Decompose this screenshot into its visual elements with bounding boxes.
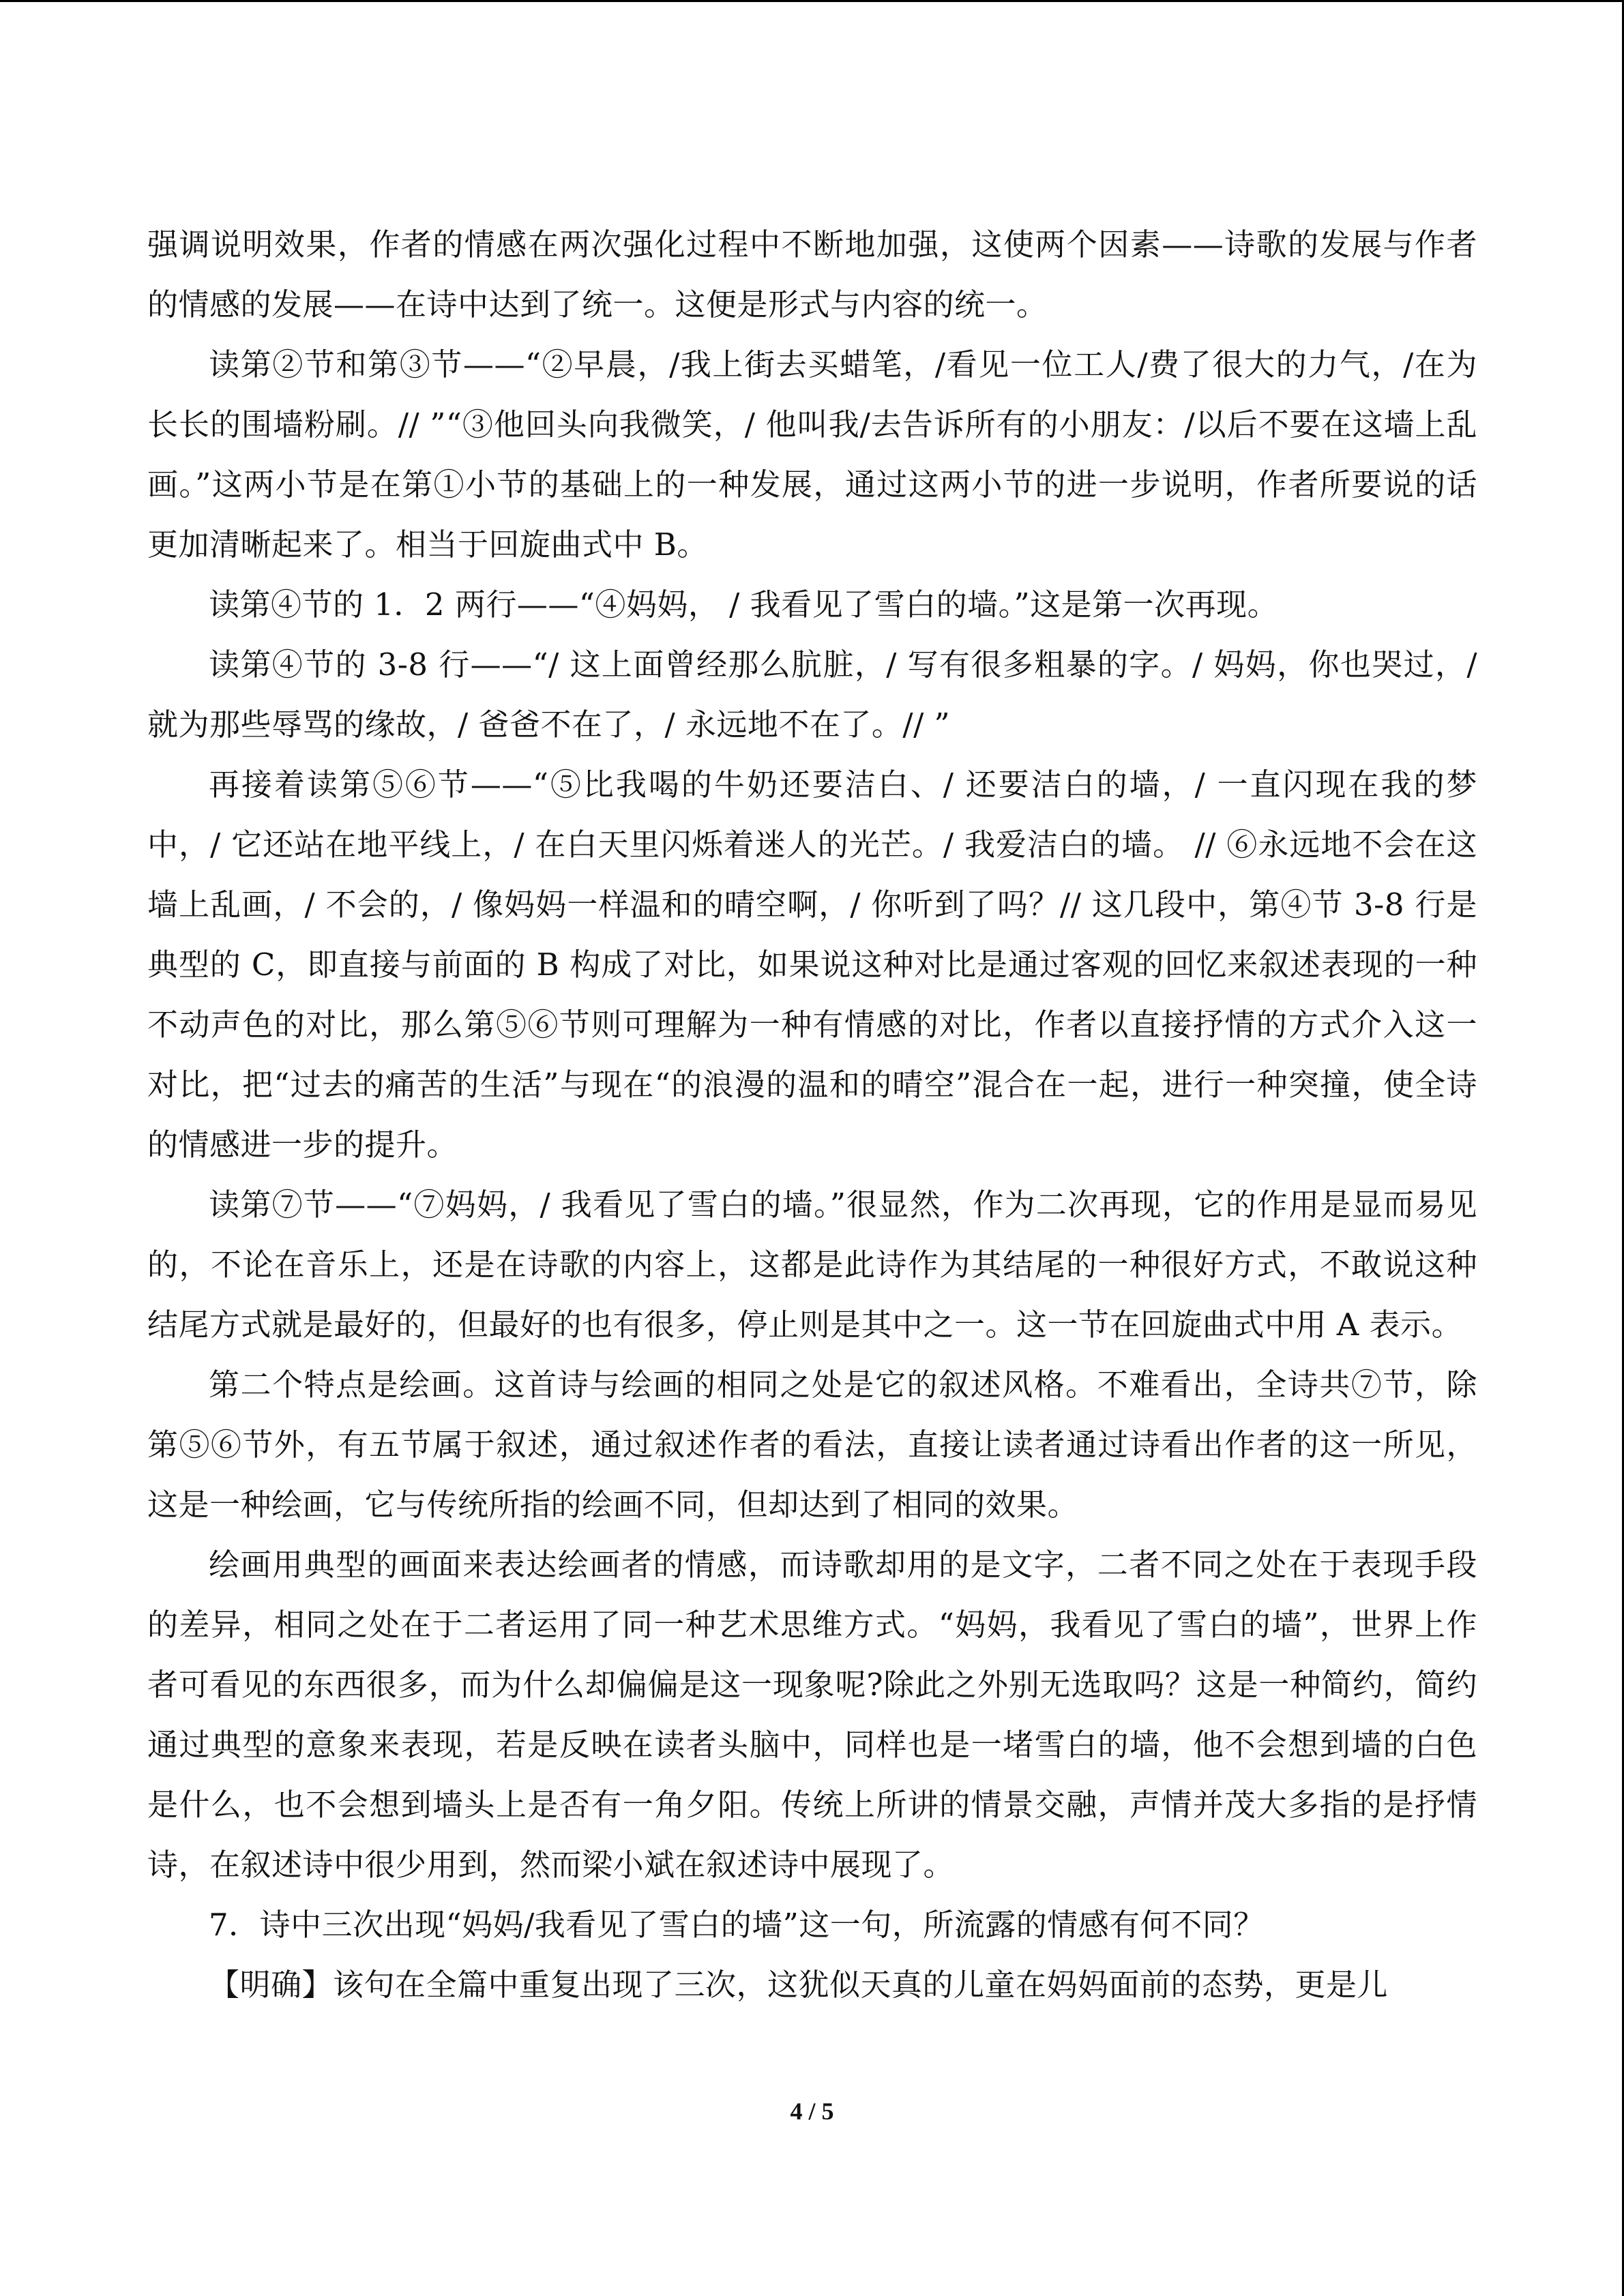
question-paragraph: 7．诗中三次出现“妈妈/我看见了雪白的墙”这一句，所流露的情感有何不同？ [209,1907,1265,1943]
paragraph: 读第④节的 3-8 行——“/ 这上面曾经那么肮脏，/ 写有很多粗暴的字。/ 妈妈，你也哭过，/ 就为那些辱骂的缘故，/ 爸爸不在了，/ 永远地不在了。// ” [147,646,1477,743]
document-body [147,215,1477,2015]
page-number: 4 / 5 [790,2098,834,2125]
paragraph: 第二个特点是绘画。这首诗与绘画的相同之处是它的叙述风格。不难看出，全诗共⑦节，除第⑤⑥节外，有五节属于叙述，通过叙述作者的看法，直接让读者通过诗看出作者的这一所见，这是一种绘画，它与传统所指的绘画不同，但却达到了相同的效果。 [147,1367,1477,1523]
paragraph: 再接着读第⑤⑥节——“⑤比我喝的牛奶还要洁白、/ 还要洁白的墙，/ 一直闪现在我的梦中，/ 它还站在地平线上，/ 在白天里闪烁着迷人的光芒。/ 我爱洁白的墙。 // ⑥永远地不会在这墙上乱画，/ 不会的，/ 像妈妈一样温和的晴空啊，/ 你听到了吗？// 这几段中，第④节 3-8 行是典型的 C，即直接与前面的 B 构成了对比，如果说这种对比是通过客观的回忆来叙述表现的一种不动声色的对比，那么第⑤⑥节则可理解为一种有情感的对比，作者以直接抒情的方式介入这一对比，把“过去的痛苦的生活”与现在“的浪漫的温和的晴空”混合在一起，进行一种突撞，使全诗的情感进一步的提升。 [147,766,1477,1163]
paragraph: 读第④节的 1．2 两行——“④妈妈， / 我看见了雪白的墙。”这是第一次再现。 [209,586,1279,623]
paragraph: 绘画用典型的画面来表达绘画者的情感，而诗歌却用的是文字，二者不同之处在于表现手段的差异，相同之处在于二者运用了同一种艺术思维方式。“妈妈，我看见了雪白的墙”，世界上作者可看见的东西很多，而为什么却偏偏是这一现象呢?除此之外别无选取吗？这是一种简约，简约通过典型的意象来表现，若是反映在读者头脑中，同样也是一堵雪白的墙，他不会想到墙的白色是什么，也不会想到墙头上是否有一角夕阳。传统上所讲的情景交融，声情并茂大多指的是抒情诗，在叙述诗中很少用到，然而梁小斌在叙述诗中展现了。 [147,1547,1477,1883]
paragraph: 读第②节和第③节——“②早晨，/我上街去买蜡笔，/看见一位工人/费了很大的力气，/在为长长的围墙粉刷。// ”“③他回头向我微笑，/ 他叫我/去告诉所有的小朋友：/以后不要在这墙上乱画。”这两小节是在第①小节的基础上的一种发展，通过这两小节的进一步说明，作者所要说的话更加清晰起来了。相当于回旋曲式中 B。 [147,346,1477,563]
paragraph: 读第⑦节——“⑦妈妈，/ 我看见了雪白的墙。”很显然，作为二次再现，它的作用是显而易见的，不论在音乐上，还是在诗歌的内容上，这都是此诗作为其结尾的一种很好方式，不敢说这种结尾方式就是最好的，但最好的也有很多，停止则是其中之一。这一节在回旋曲式中用 A 表示。 [147,1187,1477,1343]
paragraph: 强调说明效果，作者的情感在两次强化过程中不断地加强，这使两个因素——诗歌的发展与作者的情感的发展——在诗中达到了统一。这便是形式与内容的统一。 [147,226,1477,323]
answer-paragraph: 【明确】该句在全篇中重复出现了三次，这犹似天真的儿童在妈妈面前的态势，更是儿 [209,1967,1389,2003]
